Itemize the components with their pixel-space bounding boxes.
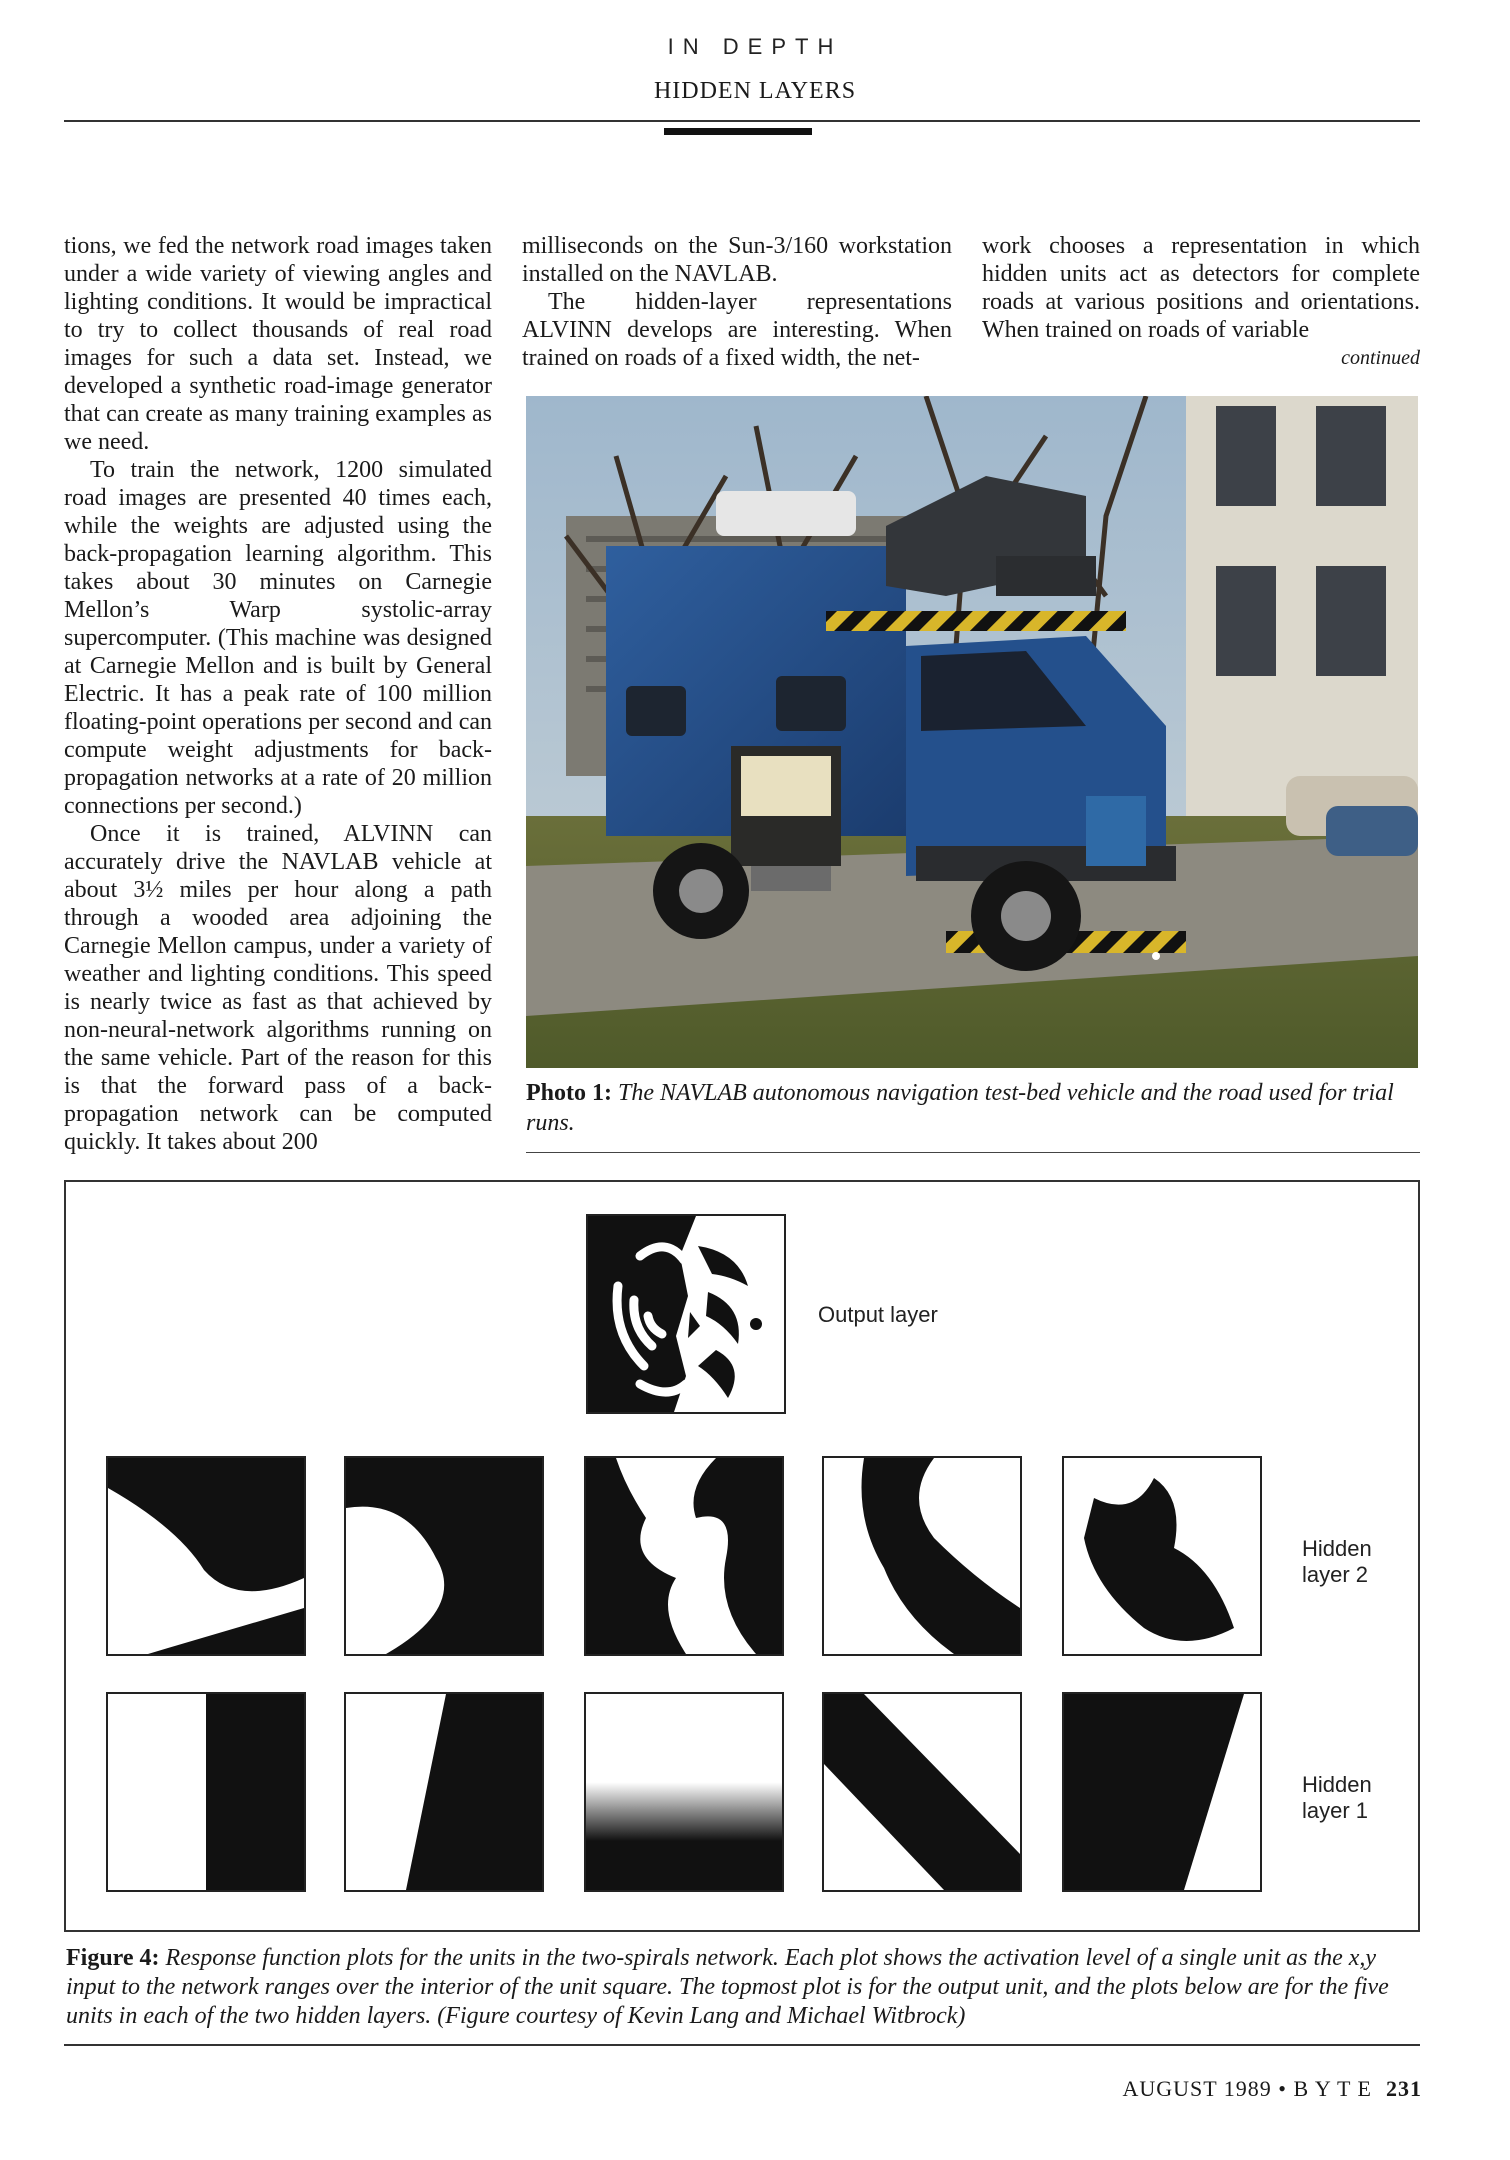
- section-title: HIDDEN LAYERS: [653, 78, 857, 104]
- hidden2-unit-3-plot: [584, 1456, 784, 1656]
- paragraph: work chooses a representation in which hidden units act as detectors for complete roads at various positions and orientations. When trained on roads of variable: [982, 233, 1420, 343]
- paragraph: Once it is trained, ALVINN can accurately drive the NAVLAB vehicle at about 3½ miles per hour along a path through a wooded area adjoining the Carnegie Mellon campus, under a variety of weather and lighting conditions. This speed is nearly twice as fast as that achieved by non-neural-network algorithms running on the same vehicle. Part of the reason for this is that the forward pass of a back-propagation network can be computed quickly. It takes about 200: [64, 821, 492, 1155]
- footer-rule: [64, 2044, 1420, 2046]
- hidden1-unit-4-plot: [822, 1692, 1022, 1892]
- hidden-layer-1-label: Hidden layer 1: [1302, 1772, 1372, 1823]
- hidden-layer-2-label: Hidden layer 2: [1302, 1536, 1372, 1587]
- figure-caption-label: Figure 4:: [66, 1945, 160, 1971]
- text-column-3: [982, 232, 1420, 372]
- paragraph: To train the network, 1200 simulated road images are presented 40 times each, while the weights are adjusted using the back-propagation learning algorithm. This takes about 30 minutes on Carnegie Mellon’s Warp systolic-array supercomputer. (This machine was designed at Carnegie Mellon and is built by General Electric. It has a peak rate of 100 million floating-point operations per second and can compute weight adjustments for back-propagation networks at a rate of 20 million connections per second.): [64, 457, 492, 819]
- hidden1-unit-2-plot: [344, 1692, 544, 1892]
- paragraph: milliseconds on the Sun-3/160 workstation installed on the NAVLAB.: [522, 233, 952, 287]
- text-column-2: [522, 232, 952, 372]
- caption-rule: [526, 1152, 1420, 1153]
- hidden2-unit-2-plot: [344, 1456, 544, 1656]
- continued-note: continued: [1341, 347, 1420, 369]
- hidden2-unit-1-plot: [106, 1456, 306, 1656]
- text-column-1: [64, 232, 492, 1156]
- figure-caption: [66, 1944, 1420, 2031]
- page-footer: [1122, 2076, 1422, 2102]
- hidden2-unit-5-plot: [1062, 1456, 1262, 1656]
- hidden1-unit-3-plot: [584, 1692, 784, 1892]
- photo-caption-text: The NAVLAB autonomous navigation test-bed vehicle and the road used for trial runs.: [526, 1080, 1394, 1136]
- header-bar: [664, 128, 812, 135]
- figure-caption-text: Response function plots for the units in the two-spirals network. Each plot shows the activation level of a single unit as the x,y input to the network ranges over the interior of the unit square. The topmost plot is for the output unit, and the plots below are for the five units in each of the two hidden layers. (Figure courtesy of Kevin Lang and Michael Witbrock): [66, 1945, 1389, 2029]
- figure-4: [64, 1180, 1420, 1932]
- issue-info: AUGUST 1989 • B Y T E: [1122, 2076, 1372, 2101]
- hidden1-unit-1-plot: [106, 1692, 306, 1892]
- hidden2-unit-4-plot: [822, 1456, 1022, 1656]
- paragraph: tions, we fed the network road images taken under a wide variety of viewing angles and lighting conditions. It would be impractical to try to collect thousands of real road images for such a data set. Instead, we developed a synthetic road-image generator that can create as many training examples as we need.: [64, 233, 492, 455]
- photo-caption-label: Photo 1:: [526, 1080, 612, 1106]
- paragraph: The hidden-layer representations ALVINN develops are interesting. When trained on roads of a fixed width, the net-: [522, 289, 952, 371]
- header-rule: [64, 120, 1420, 122]
- photo-caption: [526, 1078, 1418, 1138]
- hidden1-unit-5-plot: [1062, 1692, 1262, 1892]
- output-unit-plot: [586, 1214, 786, 1414]
- page-number: 231: [1386, 2076, 1422, 2101]
- section-kicker: IN DEPTH: [667, 34, 843, 59]
- output-layer-label: Output layer: [818, 1302, 938, 1327]
- navlab-photo: [526, 396, 1418, 1068]
